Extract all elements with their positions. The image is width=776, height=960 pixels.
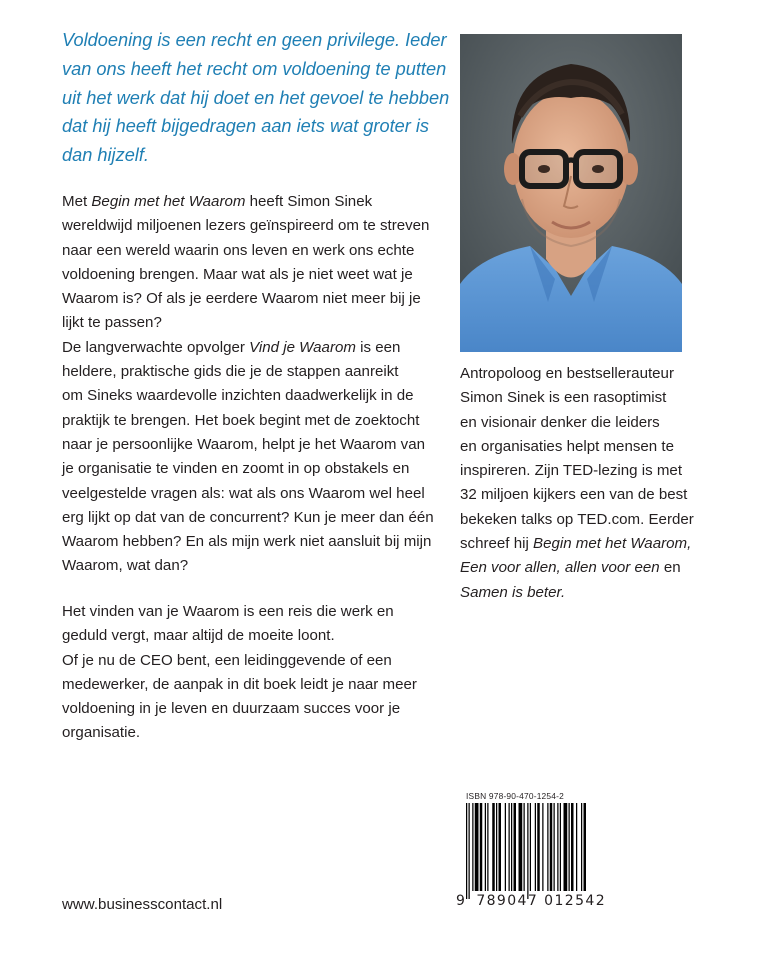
quote-line: dan hijzelf. [62,145,149,166]
text-line: Het vinden van je Waarom is een reis die werk en [62,603,394,620]
text-line: veelgestelde vragen als: wat als ons Waarom wel heel [62,484,425,502]
barcode-group-2: 012542 [544,893,606,909]
author-photo [460,34,682,352]
barcode-bar [487,803,488,891]
barcode-first-digit: 9 [456,893,467,909]
barcode-bar [564,803,568,891]
book-title: Vind je Waarom [249,338,356,356]
text-line: en organisaties helpt mensen te [460,437,674,455]
text-line: schreef hij Begin met het Waarom, [460,535,692,553]
text-line: Waarom hebben? En als mijn werk niet aansluit bij mijn [62,533,432,551]
barcode-bar [560,803,561,891]
text-line: Waarom is? Of als je eerdere Waarom niet meer bij je [62,290,421,308]
quote-line: dat hij heeft bijgedragen aan iets wat groter is [62,116,430,137]
book-title: Samen is beter. [460,583,566,601]
text-line: naar een wereld waarin ons leven en werk ons echte [62,241,415,259]
text-line: inspireren. Zijn TED-lezing is met [460,462,683,480]
barcode-bar [485,803,486,891]
book-title: Begin met het Waarom [91,193,246,210]
barcode-bar [480,803,483,891]
text-line: organisatie. [62,724,141,742]
text-line: voldoening in je leven en duurzaam succes voor je [62,700,401,718]
barcode-bar [554,803,555,891]
text-line: 32 miljoen kijkers een van de best [460,486,688,504]
text-line: Of je nu de CEO bent, een leidinggevende of een [62,651,392,669]
text-line [460,581,760,605]
barcode-bar [519,803,523,891]
text-line: medewerker, de aanpak in dit boek leidt je naar meer [62,675,417,693]
barcode-bar [542,803,543,891]
text-line: naar je persoonlijke Waarom, helpt je het Waarom van [62,435,425,453]
text-line: wereldwijd miljoenen lezers geïnspireerd om te streven [62,217,430,235]
barcode-bar [569,803,570,891]
barcode-bar [524,803,525,891]
text-line: Een voor allen, allen voor een en [460,559,681,577]
quote-line: Voldoening is een recht en geen privilege. Ieder [62,30,447,50]
text-line: De langverwachte opvolger Vind je Waarom is een [62,338,401,356]
barcode-bar [584,803,587,891]
barcode-bar [509,803,510,891]
barcode-bar [557,803,558,891]
text-line: voldoening brengen. Maar wat als je niet weet wat je [62,265,413,283]
barcode-bar [469,803,470,899]
text-line: je organisatie te vinden en zoomt in op obstakels en [62,460,410,478]
barcode-bar [547,803,548,891]
quote-line: uit het werk dat hij doet en het gevoel te hebben [62,87,450,108]
text-line: Simon Sinek is een rasoptimist [460,389,667,407]
barcode-bar [576,803,577,891]
barcode-bar [499,803,502,891]
publisher-website: www.businesscontact.nl [62,896,223,913]
barcode-bar [511,803,512,891]
book-title: Begin met het Waarom, [533,535,692,553]
barcode-bar [492,803,495,891]
barcode-bar [496,803,497,891]
author-portrait-illustration [460,34,682,352]
barcode-bar [514,803,517,891]
text-line: erg lijkt op dat van de concurrent? Kun je meer dan één [62,508,434,526]
author-bio [460,362,760,605]
barcode-bar [530,803,531,891]
text-line: bekeken talks op TED.com. Eerder [460,510,694,528]
text-line: en visionair denker die leiders [460,413,660,431]
barcode-group-1: 789047 [476,893,539,909]
barcode-bar [466,803,467,899]
barcode-bar [505,803,506,891]
text-line: lijkt te passen? [62,314,162,332]
description-paragraph [62,190,442,579]
barcode-digits [456,893,606,909]
barcode-bar [527,803,528,899]
text-line: Met Begin met het Waarom heeft Simon Sinek [62,193,373,210]
text-line: Antropoloog en bestsellerauteur [460,365,674,382]
barcode-bar [472,803,473,891]
blurb-quote [62,26,450,170]
barcode-bar [581,803,582,891]
text-line: praktijk te brengen. Het boek begint met de zoektocht [62,411,420,429]
quote-line: van ons heeft het recht om voldoening te putten [62,58,447,79]
text-line: Waarom, wat dan? [62,557,189,575]
book-title: Een voor allen, allen voor een [460,559,660,577]
barcode-bar [535,803,536,891]
barcode-bar [537,803,540,891]
closing-paragraph [62,600,442,746]
isbn-label: ISBN 978-90-470-1254-2 [466,791,564,801]
text-line: om Sineks waardevolle inzichten daadwerkelijk in de [62,387,414,405]
barcode-bar [571,803,574,891]
text-line: geduld vergt, maar altijd de moeite loont. [62,627,335,645]
text-line: heldere, praktische gids die je de stappen aanreikt [62,363,399,381]
barcode-bar [475,803,479,891]
barcode-bar [550,803,553,891]
